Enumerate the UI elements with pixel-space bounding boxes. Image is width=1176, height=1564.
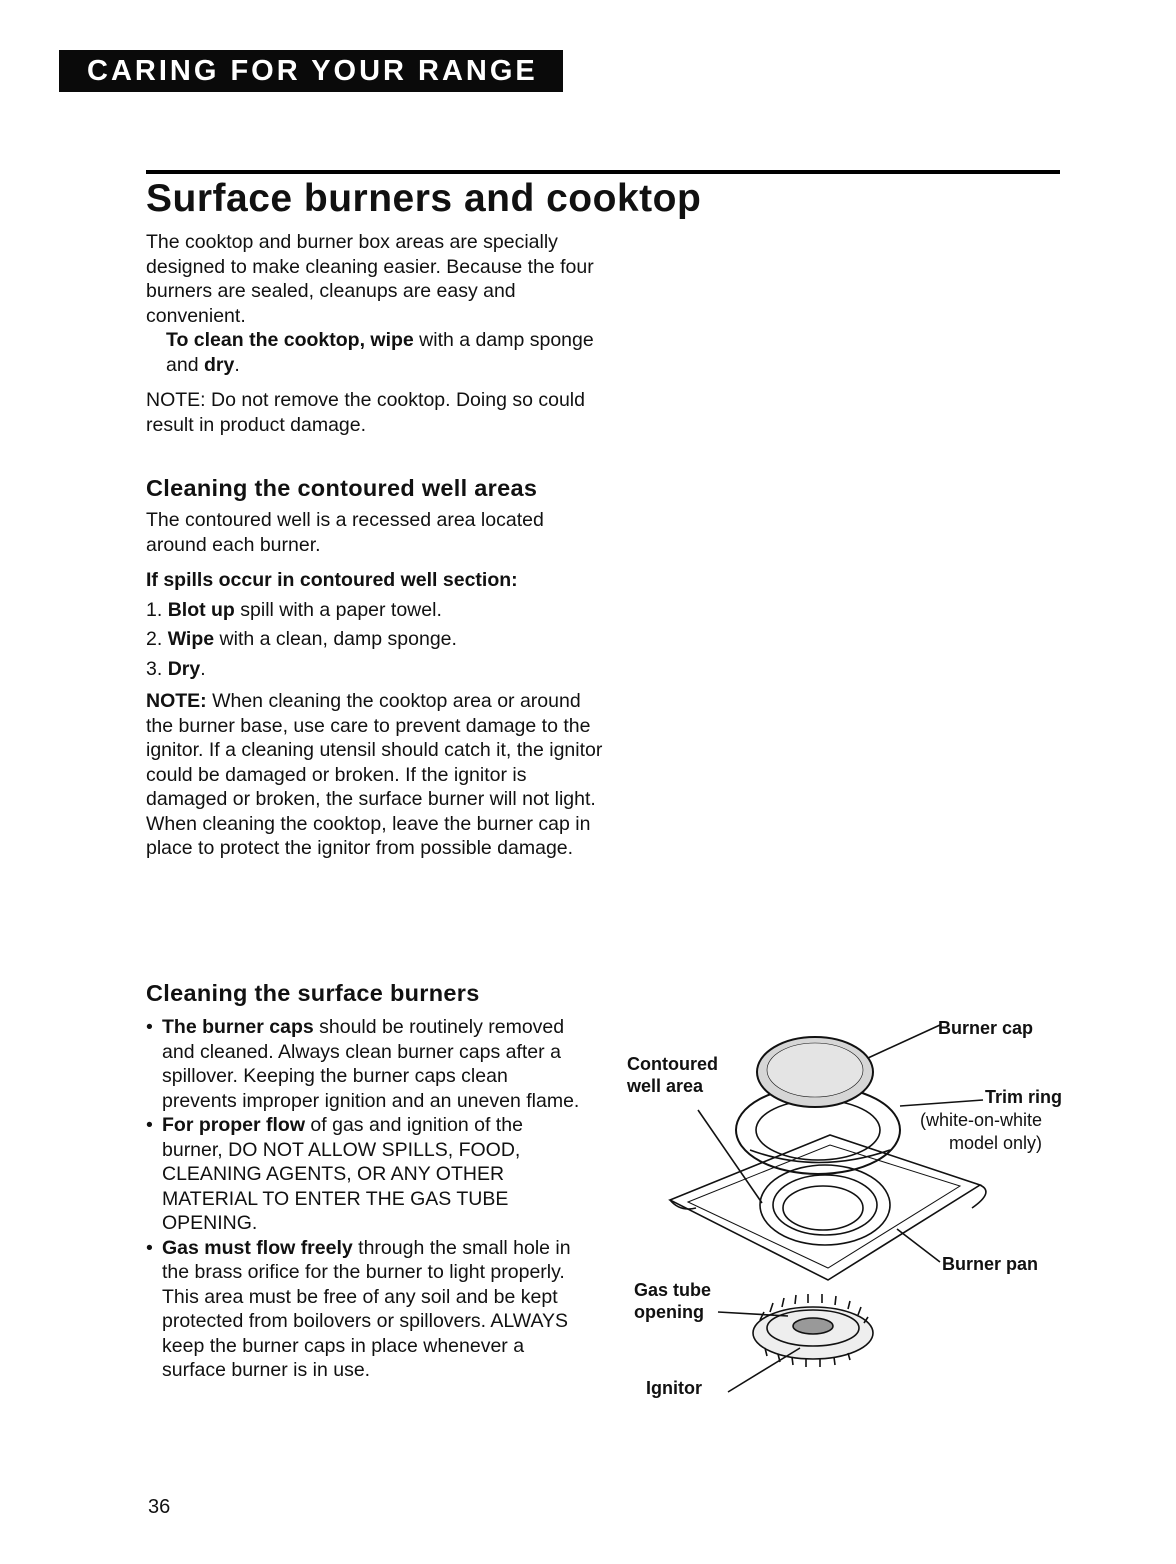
burner-pan-shape — [670, 1135, 980, 1280]
spills-heading: If spills occur in contoured well section: — [146, 569, 518, 591]
ignitor-note — [146, 689, 606, 861]
intro-paragraph: The cooktop and burner box areas are specially designed to make cleaning easier. Because the four burners are sealed, cleanups are easy and convenient. — [146, 231, 594, 327]
tip-text: through the small hole in the brass orifice for the burner to light properly. This area must be free of any soil and be kept protected from boilovers or spillovers. ALWAYS keep the burner caps in place whenever a surface burner is in use. — [162, 1236, 571, 1381]
contoured-well-shape — [760, 1165, 890, 1245]
label-trim-ring: Trim ring — [985, 1087, 1063, 1107]
intro-section — [146, 230, 606, 437]
list-item — [146, 1236, 586, 1383]
tip-text: should be routinely removed and cleaned. Always clean burner caps after a spillover. Keeping the burner caps clean prevents improper ignition and an uneven flame. — [162, 1016, 580, 1112]
burner-diagram — [600, 1000, 1070, 1430]
clean-instruction-bold: To clean the cooktop, wipe — [166, 329, 414, 351]
label-well-area: well area — [627, 1076, 704, 1096]
tip-text: of gas and ignition of the burner, DO NOT ALLOW SPILLS, FOOD, CLEANING AGENTS, OR ANY OTHER MATERIAL TO ENTER THE GAS TUBE OPENING. — [162, 1114, 523, 1234]
clean-instruction-end: . — [234, 353, 240, 376]
label-trim-note-2: model only) — [948, 1133, 1042, 1153]
page-number: 36 — [148, 1496, 171, 1518]
list-item — [146, 1113, 586, 1236]
tip-bold: For proper flow — [162, 1114, 305, 1136]
contoured-heading: Cleaning the contoured well areas — [146, 475, 538, 501]
label-contoured: Contoured — [627, 1054, 718, 1074]
label-burner-cap: Burner cap — [938, 1018, 1034, 1038]
step-text: with a clean, damp sponge. — [214, 628, 457, 650]
tip-bold: Gas must flow freely — [162, 1236, 353, 1259]
label-ignitor: Ignitor — [646, 1378, 702, 1398]
burners-heading: Cleaning the surface burners — [146, 980, 480, 1006]
page-title: Surface burners and cooktop — [146, 177, 702, 220]
step-action: Dry — [167, 657, 201, 680]
note-text: When cleaning the cooktop area or around the burner base, use care to prevent damage to the ignitor. If a cleaning utensil should catch it, the ignitor could be damaged or broken. If the ignitor is damaged or broken, the surface burner will not light. When cleaning the cooktop, leave the burner cap in place to protect the ignitor from possible damage. — [146, 690, 603, 859]
step-action: Blot up — [167, 598, 235, 621]
step-item — [146, 657, 606, 682]
clean-instruction-dry: dry — [203, 353, 235, 376]
label-burner-pan: Burner pan — [942, 1254, 1039, 1274]
label-trim-note: (white-on-white — [919, 1110, 1042, 1130]
step-action: Wipe — [167, 628, 215, 650]
label-gas-tube: Gas tube — [634, 1280, 712, 1300]
label-gas-tube-opening: opening — [634, 1302, 704, 1322]
intro-note: NOTE: Do not remove the cooktop. Doing so could result in product damage. — [146, 389, 585, 436]
step-item — [146, 627, 606, 652]
burners-section — [146, 981, 586, 1383]
title-rule — [146, 170, 1060, 174]
step-number: 2. — [146, 628, 163, 650]
cleaning-steps — [146, 598, 606, 682]
tip-bold: The burner caps — [162, 1016, 314, 1038]
list-item — [146, 1015, 586, 1113]
burner-tips-list — [146, 1015, 586, 1383]
section-header-bar: CARING FOR YOUR RANGE — [59, 50, 563, 92]
contoured-description: The contoured well is a recessed area located around each burner. — [146, 509, 544, 556]
step-item — [146, 598, 606, 623]
step-text: spill with a paper towel. — [234, 598, 442, 621]
contoured-section — [146, 476, 606, 861]
step-number: 3. — [146, 657, 163, 680]
clean-instruction — [146, 328, 606, 377]
note-label: NOTE: — [146, 690, 207, 712]
clean-instruction-text: with a damp sponge and — [166, 329, 594, 376]
step-text: . — [200, 657, 206, 680]
step-number: 1. — [146, 598, 163, 621]
